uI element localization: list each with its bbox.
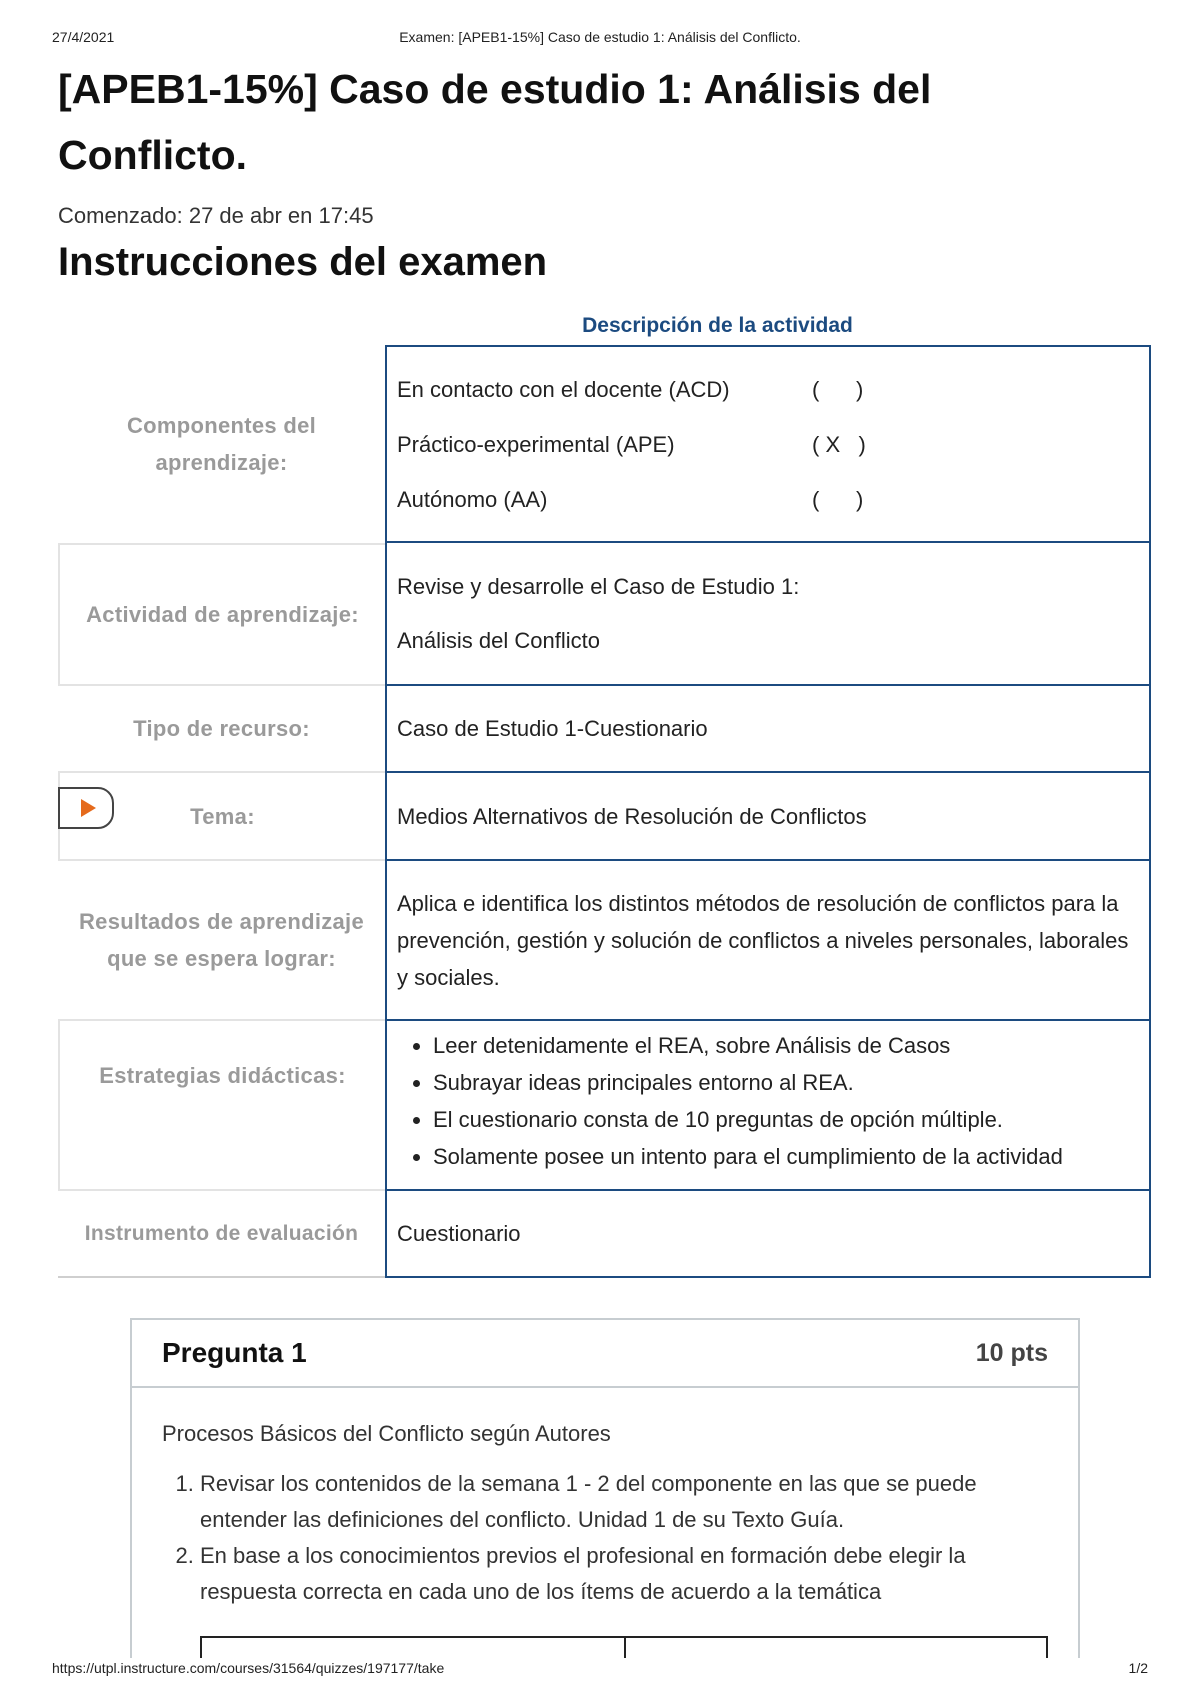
component-mark: ( X ) xyxy=(812,431,866,457)
list-item: • Leer detenidamente el REA, sobre Análisis de Casos xyxy=(433,1027,1139,1064)
component-name: En contacto con el docente (ACD) xyxy=(397,376,730,402)
question-steps xyxy=(162,1466,1048,1610)
activity-label: Actividad de aprendizaje: xyxy=(58,543,385,686)
instructions-heading: Instrucciones del examen xyxy=(58,240,548,284)
components-value xyxy=(385,345,1151,543)
question-card xyxy=(130,1318,1080,1658)
evaluation-label: Instrumento de evaluación xyxy=(58,1191,385,1278)
component-mark: ( ) xyxy=(812,376,864,402)
strategies-label: Estrategias didácticas: xyxy=(58,1021,385,1191)
activity-line: Revise y desarrolle el Caso de Estudio 1: xyxy=(397,574,800,599)
page-title: [APEB1-15%] Caso de estudio 1: Análisis del Conflicto. xyxy=(58,66,932,178)
play-icon xyxy=(81,799,96,817)
table-row-components xyxy=(58,345,1151,543)
component-name: Autónomo (AA) xyxy=(397,486,548,512)
strategies-value xyxy=(385,1021,1151,1191)
table-row-evaluation xyxy=(58,1191,1151,1278)
table-row-learning-outcomes xyxy=(58,861,1151,1021)
component-item xyxy=(397,426,1139,463)
resource-type-label: Tipo de recurso: xyxy=(58,686,385,773)
component-item xyxy=(397,371,1139,408)
table-row-activity xyxy=(58,543,1151,686)
question-header xyxy=(132,1320,1078,1388)
activity-table-caption: Descripción de la actividad xyxy=(582,314,853,337)
component-name: Práctico-experimental (APE) xyxy=(397,431,675,457)
play-button[interactable] xyxy=(58,787,114,829)
learning-outcomes-value: Aplica e identifica los distintos métodos de resolución de conflictos para la prevención, gestión y solución de conflictos a niveles personales, laborales y sociales. xyxy=(385,861,1151,1021)
component-mark: ( ) xyxy=(812,486,864,512)
started-timestamp: Comenzado: 27 de abr en 17:45 xyxy=(58,203,374,228)
question-body xyxy=(132,1388,1078,1610)
activity-line: Análisis del Conflicto xyxy=(397,628,600,653)
component-item xyxy=(397,481,1139,518)
strategies-list xyxy=(397,1027,1139,1175)
list-item: • El cuestionario consta de 10 preguntas de opción múltiple. xyxy=(433,1101,1139,1138)
question-intro: Procesos Básicos del Conflicto según Autores xyxy=(162,1421,611,1446)
list-item: • Solamente posee un intento para el cumplimiento de la actividad xyxy=(433,1138,1139,1175)
components-label: Componentes del aprendizaje: xyxy=(126,413,317,475)
print-date: 27/4/2021 xyxy=(52,29,115,45)
table-row-topic xyxy=(58,773,1151,861)
activity-table xyxy=(58,345,1151,1278)
print-page-number: 1/2 xyxy=(1128,1660,1148,1676)
list-item: • Subrayar ideas principales entorno al REA. xyxy=(433,1064,1139,1101)
question-title: Pregunta 1 xyxy=(162,1337,307,1368)
table-row-resource-type xyxy=(58,686,1151,773)
table-divider xyxy=(624,1638,626,1658)
list-item: 1. Revisar los contenidos de la semana 1 - 2 del componente en las que se puede entender las definiciones del conflicto. Unidad 1 de su Texto Guía. xyxy=(200,1466,1048,1538)
table-row-strategies xyxy=(58,1021,1151,1191)
topic-value: Medios Alternativos de Resolución de Conflictos xyxy=(385,773,1151,861)
print-document-title: Examen: [APEB1-15%] Caso de estudio 1: Análisis del Conflicto. xyxy=(399,29,801,45)
evaluation-value: Cuestionario xyxy=(385,1191,1151,1278)
list-item: 2. En base a los conocimientos previos el profesional en formación debe elegir la respuesta correcta en cada uno de los ítems de acuerdo a la temática xyxy=(200,1538,1048,1610)
topic-label: Tema: xyxy=(58,773,385,861)
question-table xyxy=(200,1636,1048,1658)
print-url: https://utpl.instructure.com/courses/31564/quizzes/197177/take xyxy=(52,1660,445,1676)
activity-value xyxy=(385,543,1151,686)
learning-outcomes-label: Resultados de aprendizaje que se espera lograr: xyxy=(58,861,385,1021)
question-points: 10 pts xyxy=(975,1338,1048,1367)
print-header xyxy=(52,29,1148,49)
resource-type-value: Caso de Estudio 1-Cuestionario xyxy=(385,686,1151,773)
